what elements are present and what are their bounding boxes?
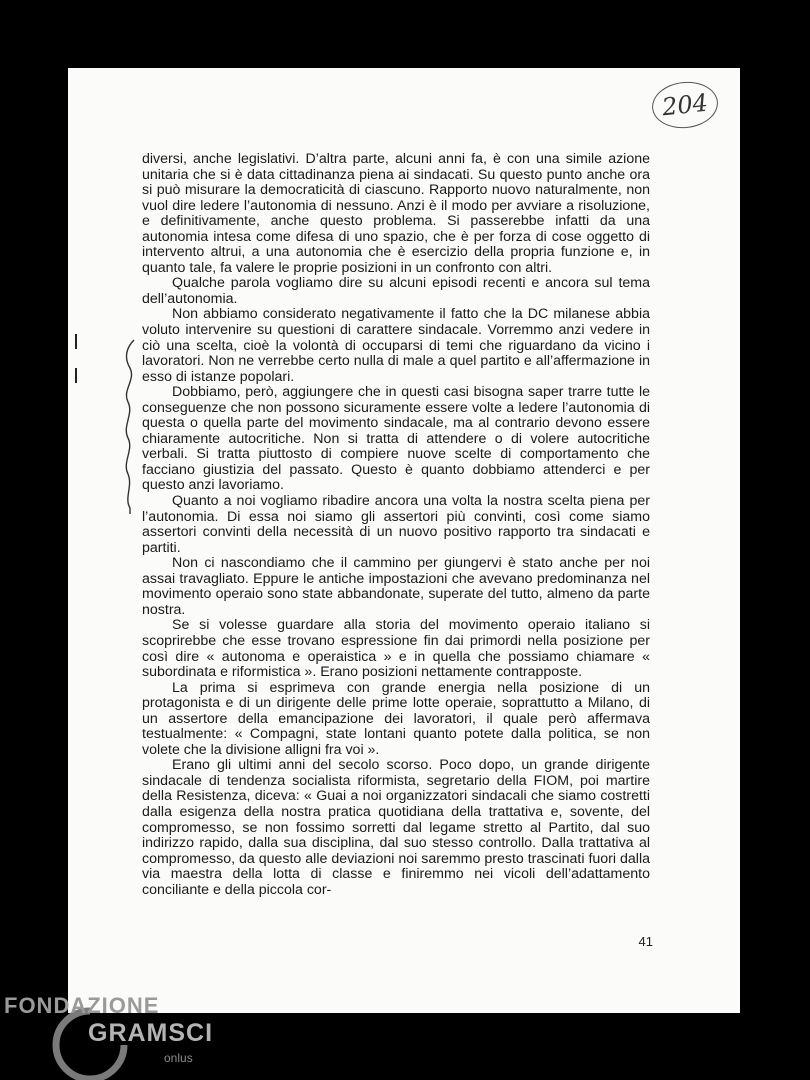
logo-text-fondazione: FONDAZIONE	[4, 993, 160, 1018]
watermark-logo	[0, 985, 260, 1080]
paragraph: Dobbiamo, però, aggiungere che in questi casi bisogna saper trarre tutte le conseguenze che non possono sicuramente essere volte a ledere l’autonomia di questa o quella parte del movimento sindacale, ma al contrario devono essere chiaramente autocritiche. Non si tratta di attendere o di volere autocritiche verbali. Si tratta piuttosto di compiere nuove scelte di comportamento che facciano giustizia del passato. Questo è quanto dobbiamo attenderci e per questo anzi lavoriamo.	[142, 384, 650, 494]
paragraph: Non abbiamo considerato negativamente il fatto che la DC milanese abbia voluto intervenire su questioni di carattere sindacale. Vorremmo anzi vedere in ciò una scelta, cioè la volontà di occuparsi di temi che riguardano da vicino i lavoratori. Non ne verrebbe certo nulla di male a quel partito e all’affermazione in esso di istanze popolari.	[142, 306, 650, 385]
paragraph: Quanto a noi vogliamo ribadire ancora una volta la nostra scelta piena per l’autonomia. Di essa noi siamo gli assertori più convinti, così come siamo assertori convinti della necessità di un nuovo positivo rapporto tra sindacati e partiti.	[142, 493, 650, 556]
page-number: 41	[638, 934, 653, 949]
margin-bracket-mark	[118, 338, 140, 518]
logo-text-onlus: onlus	[164, 1051, 193, 1065]
document-page	[68, 68, 740, 1013]
logo-text-gramsci: GRAMSCI	[88, 1019, 214, 1047]
margin-tick-mark	[75, 368, 77, 383]
paragraph: Qualche parola vogliamo dire su alcuni episodi recenti e ancora sul tema dell’autonomia.	[142, 275, 650, 307]
paragraph: Se si volesse guardare alla storia del movimento operaio italiano si scoprirebbe che esse trovano espressione fin dai primordi nella posizione per così dire « autonoma e operaistica » e in quella che possiamo chiamare « subordinata e riformistica ». Erano posizioni nettamente contrapposte.	[142, 617, 650, 681]
body-text	[142, 152, 650, 898]
paragraph: diversi, anche legislativi. D’altra parte, alcuni anni fa, è con una simile azione unitaria che si è data cittadinanza piena ai sindacati. Su questo punto anche ora si può misurare la democraticità di ciascuno. Rapporto nuovo naturalmente, non vuol dire ledere l’autonomia di nessuno. Anzi è il modo per avviare a risoluzione, e definitivamente, anche questo problema. Si passerebbe infatti da una autonomia intesa come difesa di uno spazio, che è per forza di cose oggetto di intervento altrui, a una autonomia che è esercizio della propria funzione e, in quanto tale, fa valere le proprie posizioni in un confronto con altri.	[142, 151, 650, 276]
archive-number-stamp: 204	[650, 79, 720, 132]
paragraph: Erano gli ultimi anni del secolo scorso. Poco dopo, un grande dirigente sindacale di tendenza socialista riformista, segretario della FIOM, poi martire della Resistenza, diceva: « Guai a noi organizzatori sindacali che siamo costretti dalla esigenza della nostra pratica quotidiana della trattativa e, sovente, del compromesso, se non fossimo sorretti dal legame stretto al Partito, dal suo indirizzo rapido, dalla sua disciplina, dal suo stesso controllo. Dalla trattativa al compromesso, da questo alle deviazioni noi saremmo presto trascinati fuori dalla via maestra della lotta di classe e finiremmo nei vicoli dell’adattamento conciliante e della piccola cor-	[142, 757, 650, 898]
margin-tick-mark	[75, 334, 77, 349]
paragraph: Non ci nascondiamo che il cammino per giungervi è stato anche per noi assai travagliato. Eppure le antiche impostazioni che avevano predominanza nel movimento operaio sono state abbandonate, superate del tutto, almeno da parte nostra.	[142, 555, 650, 618]
paragraph: La prima si esprimeva con grande energia nella posizione di un protagonista e di un dirigente delle prime lotte operaie, soprattutto a Milano, di un assertore della emancipazione dei lavoratori, il quale però affermava testualmente: « Compagni, state lontani quanto potete dalla politica, se non volete che la divisione alligni fra voi ».	[142, 679, 650, 758]
